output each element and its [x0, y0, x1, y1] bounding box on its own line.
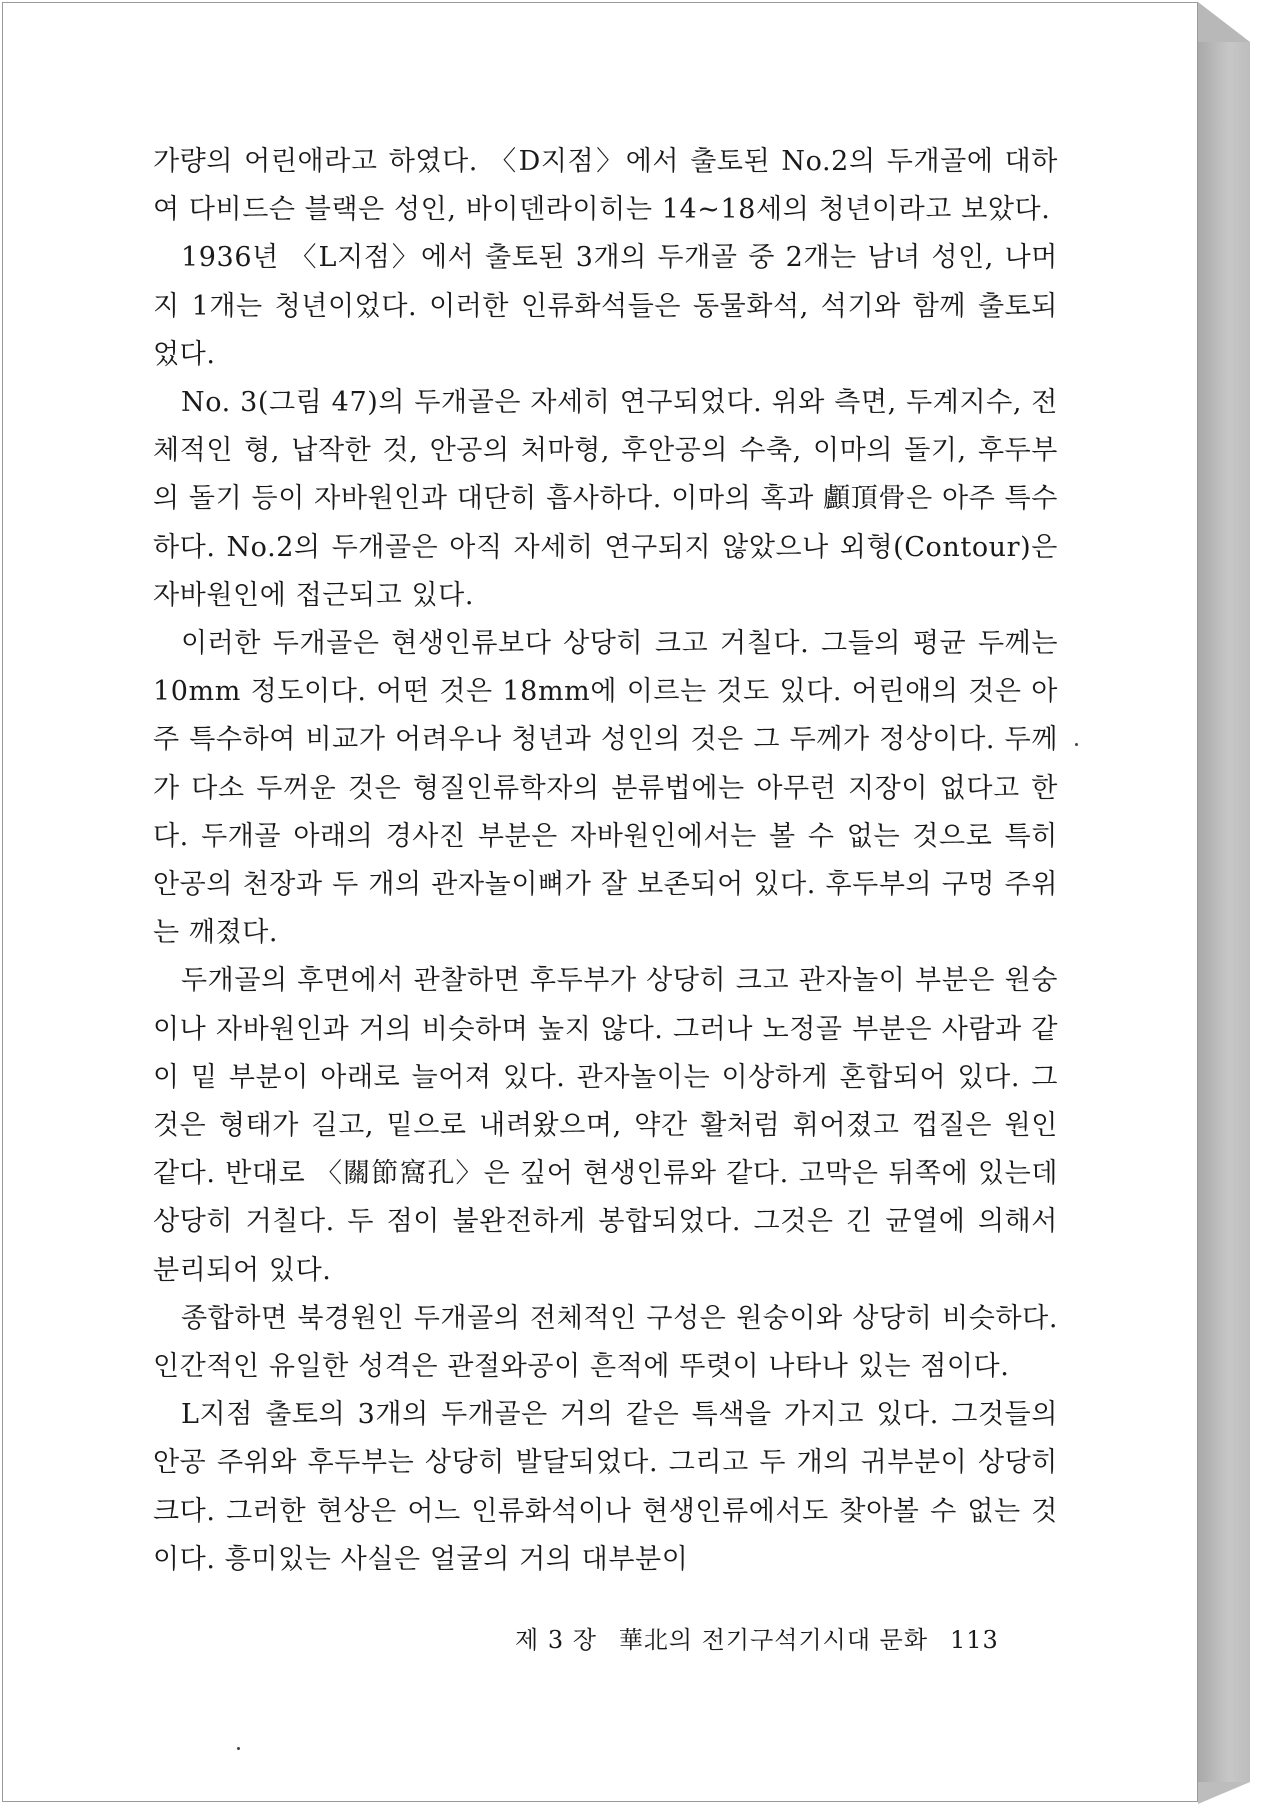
- paragraph-3: No. 3(그림 47)의 두개골은 자세히 연구되었다. 위와 측면, 두계지수, 전체적인 형, 납작한 것, 안공의 처마형, 후안공의 수축, 이마의 돌기, 후두부의 돌기 등이 자바원인과 대단히 흡사하다. 이마의 혹과 顱頂骨은 아주 특수하다. No.2의 두개골은 아직 자세히 연구되지 않았으나 외형(Contour)은 자바원인에 접근되고 있다.: [153, 387, 1058, 611]
- page-number: 113: [950, 1626, 999, 1654]
- paragraph-4: 이러한 두개골은 현생인류보다 상당히 크고 거칠다. 그들의 평균 두께는 10mm 정도이다. 어떤 것은 18mm에 이르는 것도 있다. 어린애의 것은 아주 특수하여 비교가 어려우나 청년과 성인의 것은 그 두께가 정상이다. 두께가 다소 두꺼운 것은 형질인류학자의 분류법에는 아무런 지장이 없다고 한다. 두개골 아래의 경사진 부분은 자바원인에서는 볼 수 없는 것으로 특히 안공의 천장과 두 개의 관자놀이뼈가 잘 보존되어 있다. 후두부의 구멍 주위는 깨졌다.: [153, 628, 1058, 949]
- page: [2, 2, 1198, 1802]
- paragraph-2: 1936년 〈L지점〉에서 출토된 3개의 두개골 중 2개는 남녀 성인, 나머지 1개는 청년이었다. 이러한 인류화석들은 동물화석, 석기와 함께 출토되었다.: [153, 242, 1058, 370]
- page-stack-edge-bottom: [1198, 1782, 1250, 1804]
- paragraph-6: 종합하면 북경원인 두개골의 전체적인 구성은 원숭이와 상당히 비슷하다. 인간적인 유일한 성격은 관절와공이 흔적에 뚜렷이 나타나 있는 점이다.: [153, 1302, 1058, 1383]
- page-stack-edge: [1198, 42, 1250, 1782]
- paragraph-7: L지점 출토의 3개의 두개골은 거의 같은 특색을 가지고 있다. 그것들의 안공 주위와 후두부는 상당히 발달되었다. 그리고 두 개의 귀부분이 상당히 크다. 그러한 현상은 어느 인류화석이나 현생인류에서도 찾아볼 수 없는 것이다. 흥미있는 사실은 얼굴의 거의 대부분이: [153, 1399, 1058, 1575]
- speck-mark: [1075, 743, 1078, 746]
- footer-title: 華北의 전기구석기시대 문화: [618, 1626, 929, 1654]
- body-text: [153, 138, 1058, 1584]
- speck-mark: [237, 1747, 240, 1750]
- footer-chapter: 제 3 장: [515, 1626, 597, 1654]
- paragraph-1: 가량의 어린애라고 하였다. 〈D지점〉에서 출토된 No.2의 두개골에 대하여 다비드슨 블랙은 성인, 바이덴라이히는 14~18세의 청년이라고 보았다.: [153, 146, 1058, 226]
- page-stack-edge-top: [1198, 2, 1250, 42]
- running-footer: [515, 1620, 1035, 1655]
- paragraph-5: 두개골의 후면에서 관찰하면 후두부가 상당히 크고 관자놀이 부분은 원숭이나 자바원인과 거의 비슷하며 높지 않다. 그러나 노정골 부분은 사람과 같이 밑 부분이 아래로 늘어져 있다. 관자놀이는 이상하게 혼합되어 있다. 그것은 형태가 길고, 밑으로 내려왔으며, 약간 활처럼 휘어졌고 껍질은 원인 같다. 반대로 〈關節窩孔〉은 깊어 현생인류와 같다. 고막은 뒤쪽에 있는데 상당히 거칠다. 두 점이 불완전하게 봉합되었다. 그것은 긴 균열에 의해서 분리되어 있다.: [153, 965, 1058, 1286]
